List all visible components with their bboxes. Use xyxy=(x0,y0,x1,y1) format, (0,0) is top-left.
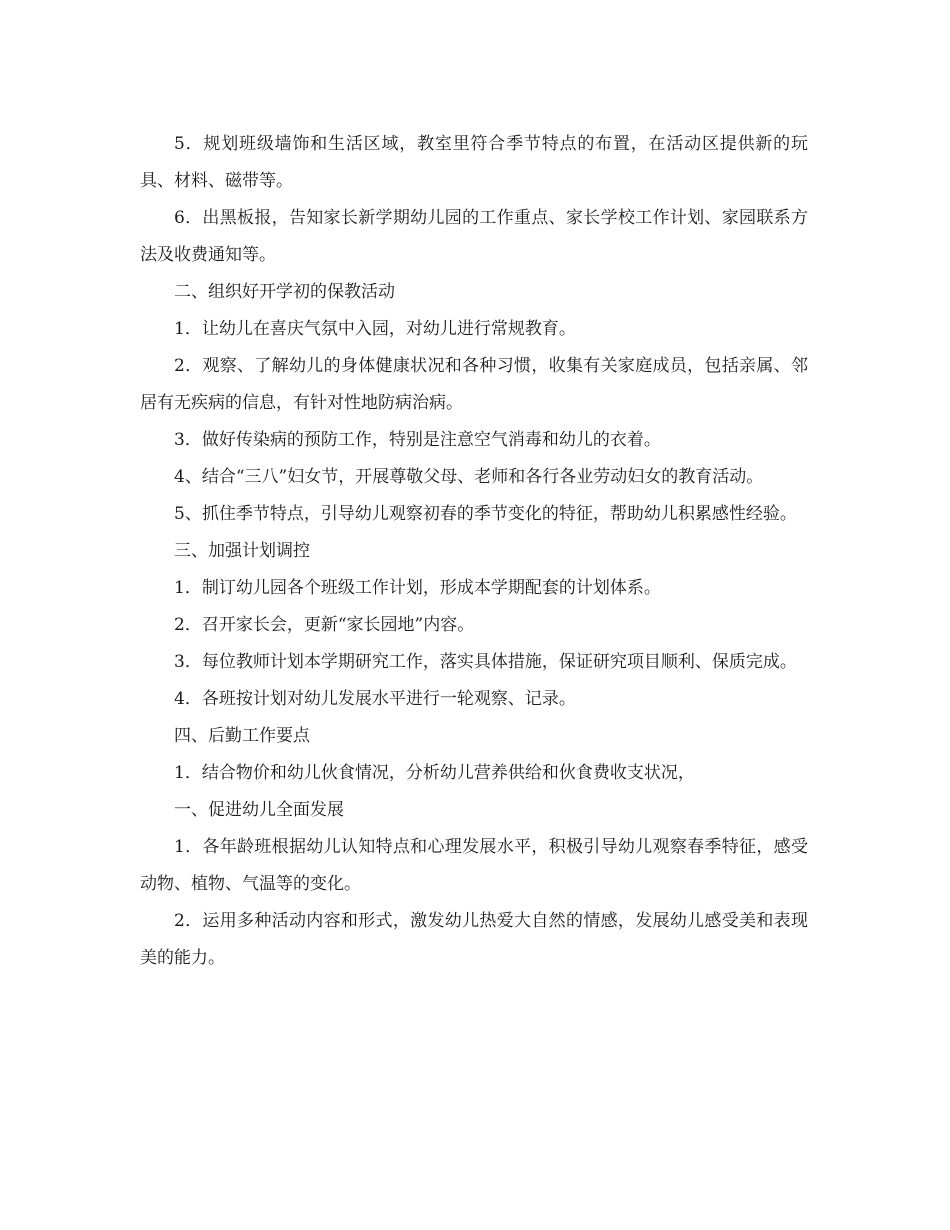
paragraph-festive-entry: 1．让幼儿在喜庆气氛中入园，对幼儿进行常规教育。 xyxy=(174,319,576,339)
paragraph-season-features: 5、抓住季节特点，引导幼儿观察初春的季节变化的特征，帮助幼儿积累感性经验。 xyxy=(174,504,797,524)
paragraph-class-plans: 1．制订幼儿园各个班级工作计划，形成本学期配套的计划体系。 xyxy=(174,578,661,598)
paragraph-spring-observation: 1．各年龄班根据幼儿认知特点和心理发展水平，积极引导幼儿观察春季特征，感受动物、植物、气温等的变化。 xyxy=(140,837,808,894)
paragraph-teacher-research: 3．每位教师计划本学期研究工作，落实具体措施，保证研究项目顺利、保质完成。 xyxy=(174,652,797,672)
paragraph-wall-decoration: 5．规划班级墙饰和生活区域，教室里符合季节特点的布置，在活动区提供新的玩具、材料、磁带等。 xyxy=(140,134,808,191)
section-heading-logistics: 四、后勤工作要点 xyxy=(174,726,310,746)
paragraph-nutrition-analysis: 1．结合物价和幼儿伙食情况，分析幼儿营养供给和伙食费收支状况， xyxy=(174,763,695,783)
section-heading-plan-control: 三、加强计划调控 xyxy=(174,541,310,561)
paragraph-parent-meeting: 2．召开家长会，更新“家长园地”内容。 xyxy=(174,615,475,635)
paragraph-development-observation: 4．各班按计划对幼儿发展水平进行一轮观察、记录。 xyxy=(174,689,576,709)
section-heading-child-development: 一、促进幼儿全面发展 xyxy=(174,800,344,820)
paragraph-blackboard-notice: 6．出黑板报，告知家长新学期幼儿园的工作重点、家长学校工作计划、家园联系方法及收费通知等。 xyxy=(140,208,808,265)
paragraph-womens-day: 4、结合“三八”妇女节，开展尊敬父母、老师和各行各业劳动妇女的教育活动。 xyxy=(174,467,764,487)
document-body xyxy=(140,126,808,977)
paragraph-health-observation: 2．观察、了解幼儿的身体健康状况和各种习惯，收集有关家庭成员，包括亲属、邻居有无疾病的信息，有针对性地防病治病。 xyxy=(140,356,808,413)
section-heading-care-education: 二、组织好开学初的保教活动 xyxy=(174,282,395,302)
paragraph-disease-prevention: 3．做好传染病的预防工作，特别是注意空气消毒和幼儿的衣着。 xyxy=(174,430,661,450)
paragraph-nature-beauty: 2．运用多种活动内容和形式，激发幼儿热爱大自然的情感，发展幼儿感受美和表现美的能力。 xyxy=(140,911,808,968)
